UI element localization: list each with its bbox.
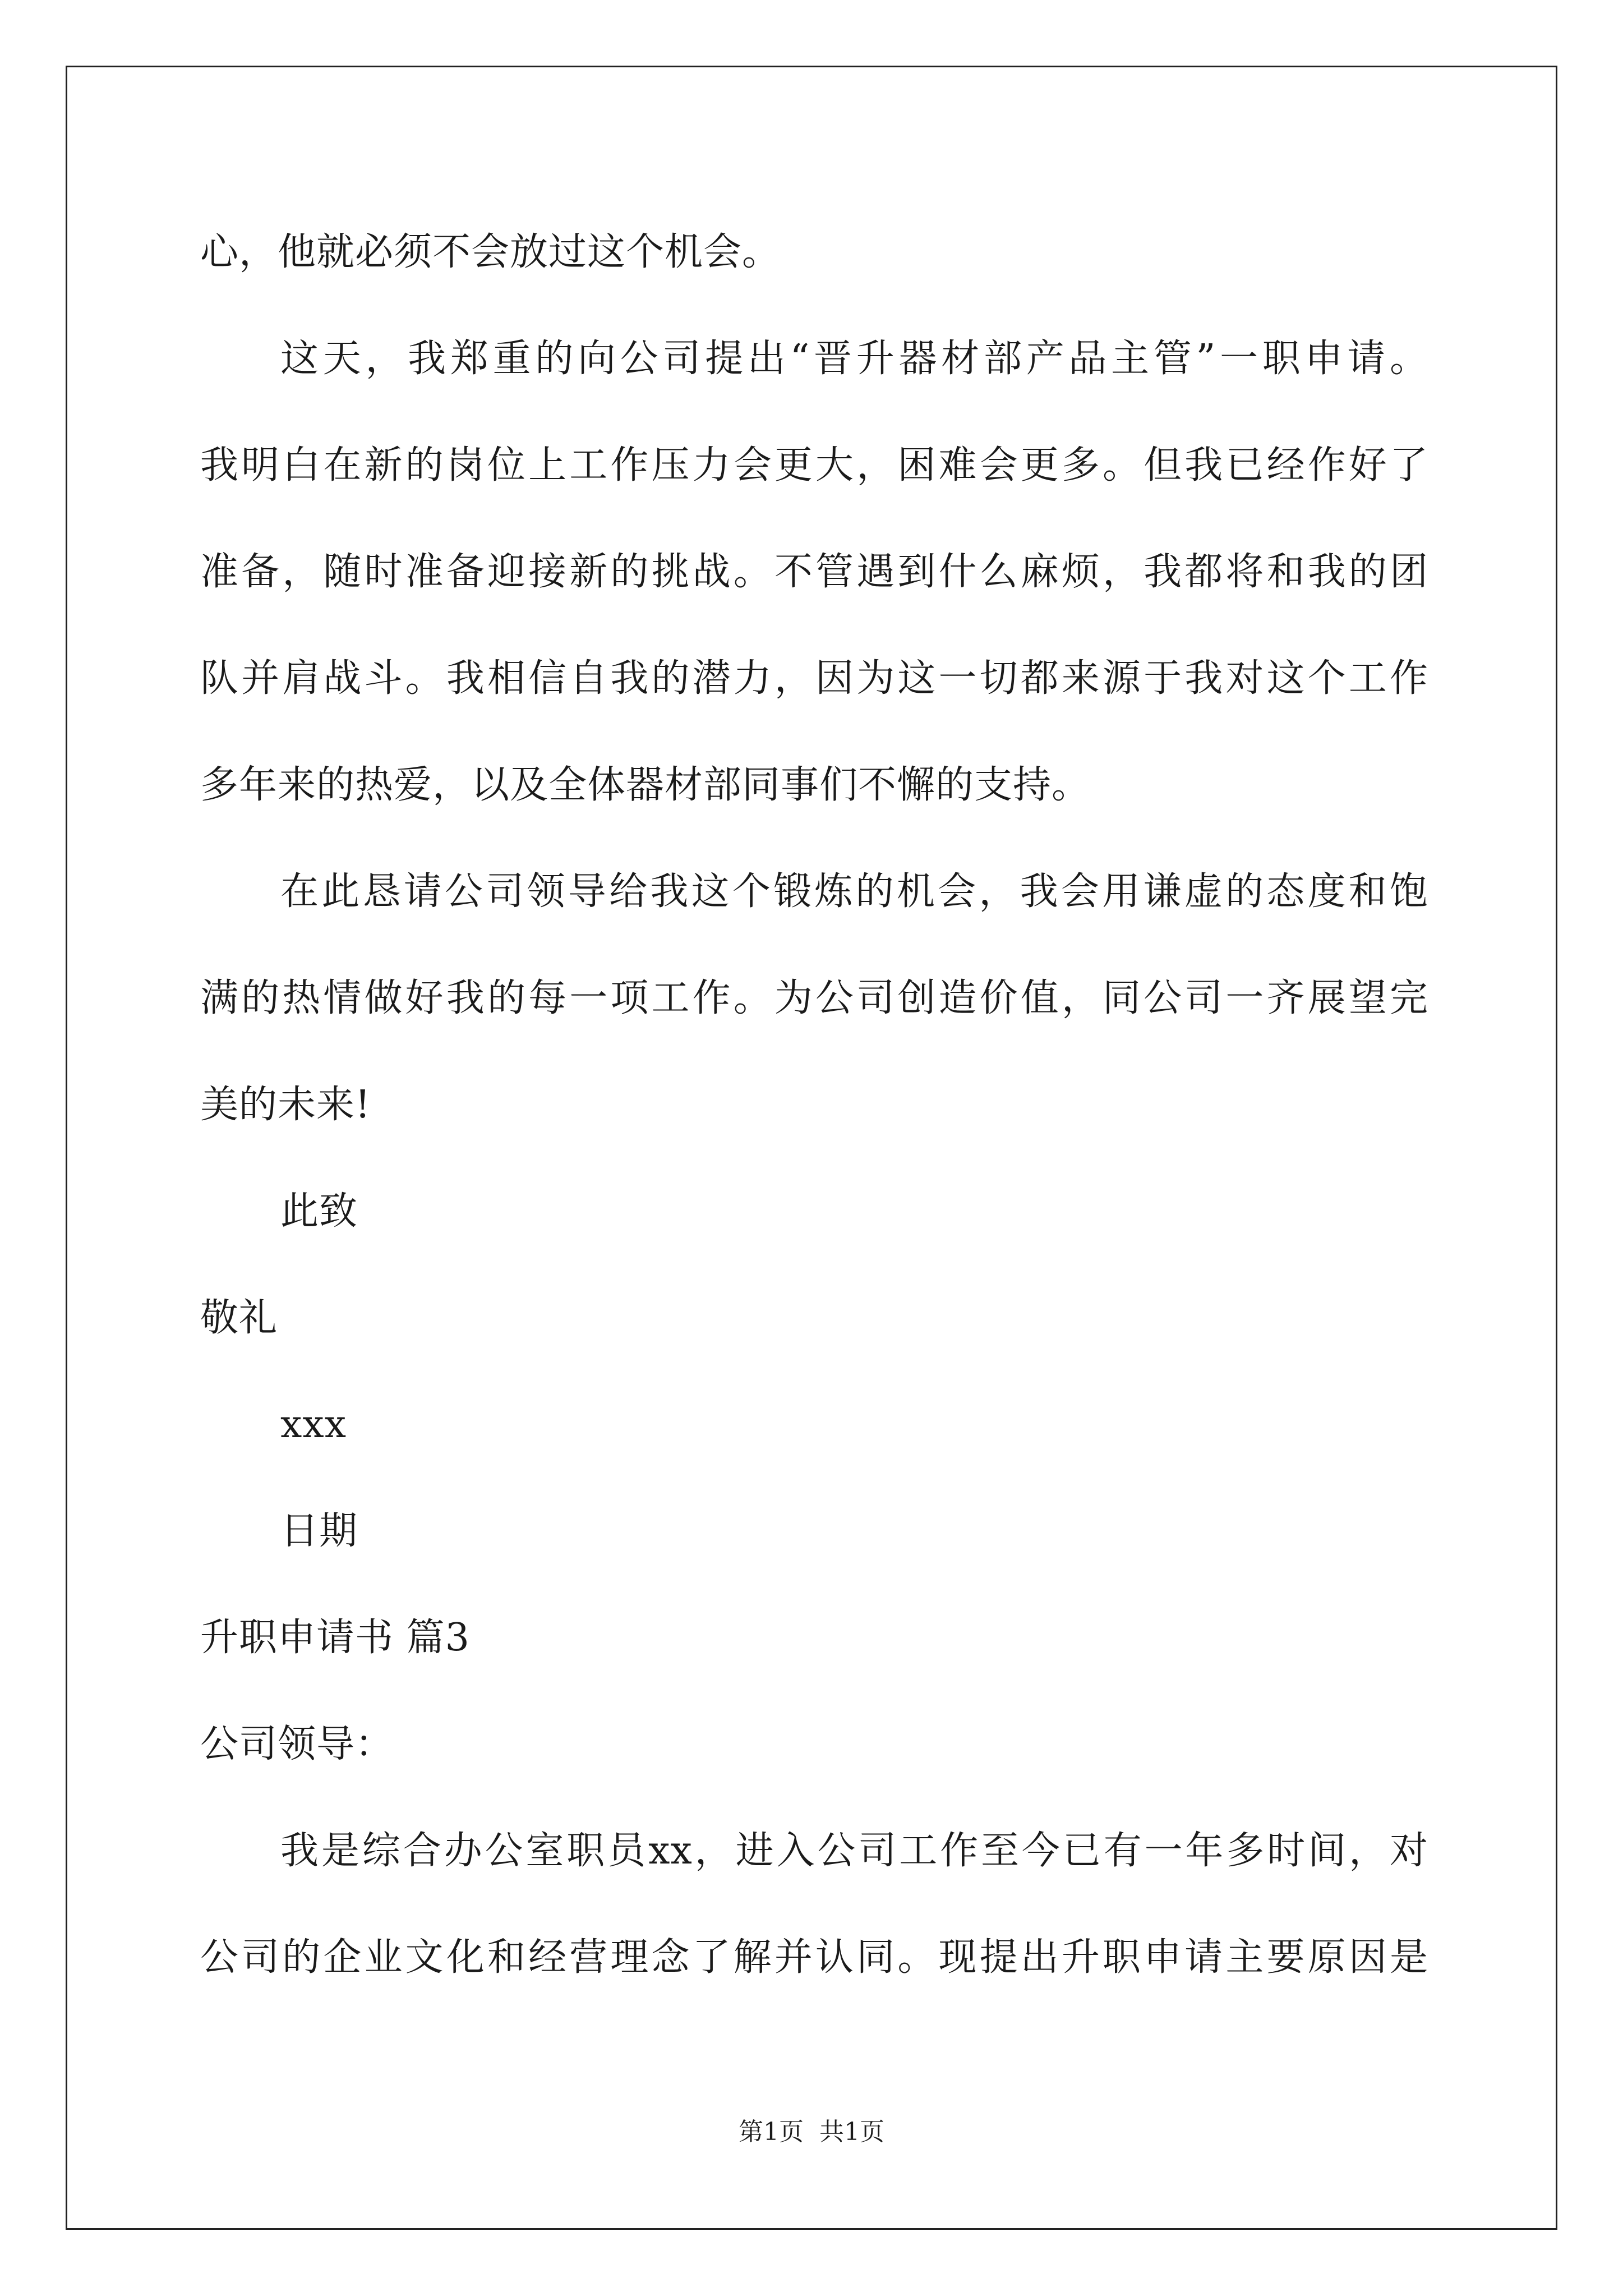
closing-regards: 敬礼 (200, 1296, 278, 1340)
text-line: 美的未来! (200, 1083, 371, 1127)
text-line: 这天，我郑重的向公司提出“晋升器材部产品主管”一职申请。 (280, 337, 1428, 381)
page-footer (0, 2115, 1623, 2149)
text-line: 心，他就必须不会放过这个机会。 (200, 230, 781, 274)
signature-name: xxx (280, 1402, 347, 1447)
text-line: 公司的企业文化和经营理念了解并认同。现提出升职申请主要原因是 (200, 1935, 1428, 1980)
recipient-line: 公司领导： (200, 1722, 394, 1766)
page-number: 第1页 (739, 2118, 804, 2146)
text-line: 我明白在新的岗位上工作压力会更大，困难会更多。但我已经作好了 (200, 443, 1428, 487)
signature-date: 日期 (280, 1509, 358, 1553)
text-line: 队并肩战斗。我相信自我的潜力，因为这一切都来源于我对这个工作 (200, 656, 1428, 701)
text-line: 多年来的热爱，以及全体器材部同事们不懈的支持。 (200, 763, 1091, 807)
page-border (66, 66, 1557, 2230)
text-line: 我是综合办公室职员xx，进入公司工作至今已有一年多时间，对 (280, 1829, 1428, 1873)
text-line: 在此恳请公司领导给我这个锻炼的机会，我会用谦虚的态度和饱 (280, 869, 1428, 914)
page-total: 共1页 (819, 2118, 884, 2146)
closing-salutation: 此致 (280, 1189, 358, 1234)
text-line: 准备，随时准备迎接新的挑战。不管遇到什么麻烦，我都将和我的团 (200, 550, 1428, 594)
text-line: 满的热情做好我的每一项工作。为公司创造价值，同公司一齐展望完 (200, 976, 1428, 1020)
section-heading: 升职申请书 篇3 (200, 1616, 470, 1660)
